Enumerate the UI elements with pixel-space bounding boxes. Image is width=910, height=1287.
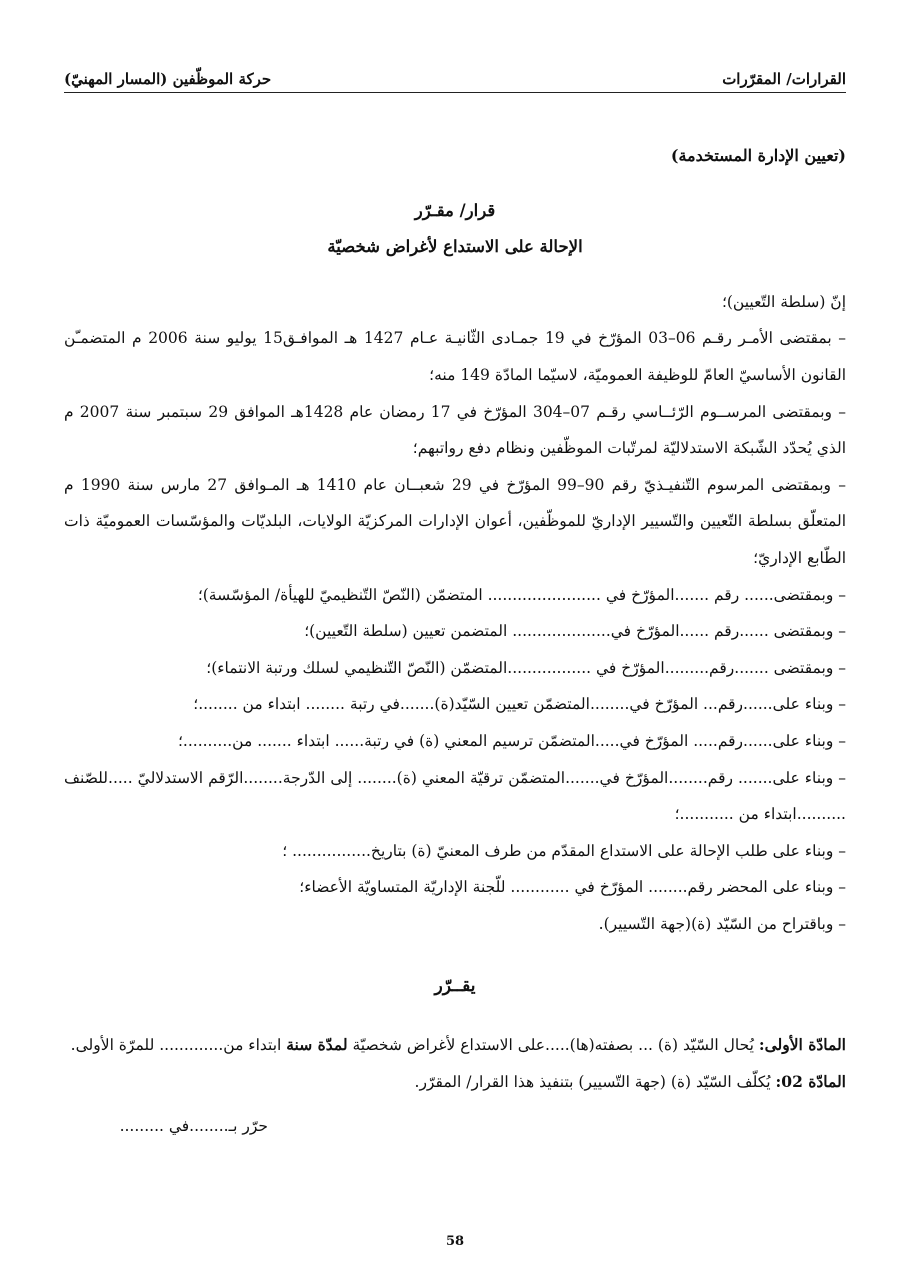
decision-body (64, 138, 846, 1145)
preamble-clause: – وبمقتضى...... رقم .......المؤرّخ في ....................... المتضمّن (النّصّ التّنظيميّ للهيأة/ المؤسّسة)؛ (197, 585, 846, 604)
preamble-clause: – وبمقتضى المرســوم الرّئــاسي رقـم 07–304 المؤرّخ في 17 رمضان عام 1428هـ الموافق 29 سبتمبر سنة 2007 م الذي يُحدّد الشّبكة الاستدلاليّة لمرتّبات الموظّفين ونظام دفع رواتبهم؛ (64, 402, 846, 458)
header-section-title: القرارات/ المقرّرات (722, 70, 846, 88)
article-2 (64, 1064, 846, 1101)
preamble-clause: – وباقتراح من السّيّد (ة)(جهة التّسيير). (598, 914, 846, 933)
preamble-clause: – وبناء على......رقم..... المؤرّخ في.....المتضمّن ترسيم المعني (ة) في رتبة...... ابتداء ....... من..........؛ (177, 731, 846, 750)
preamble-clause: – بمقتضى الأمـر رقـم 06–03 المؤرّخ في 19 جمـادى الثّانيـة عـام 1427 هـ الموافـق15 يوليو سنة 2006 م المتضمـّن القانون الأساسيّ العامّ للوظيفة العموميّة، لاسيّما المادّة 149 منه؛ (64, 329, 847, 384)
preamble-clause: – وبناء على....... رقم........المؤرّخ في.......المتضمّن ترقيّة المعني (ة)........ إلى الدّرجة........الرّقم الاستدلاليّ .....للصّنف ..........ابتداء من ...........؛ (64, 768, 846, 824)
signed-at-line: حرّر بـ........في ......... (119, 1117, 268, 1136)
running-header (64, 58, 846, 93)
preamble-clause: – وبناء على المحضر رقم........ المؤرّخ في ............ للّجنة الإداريّة المتساويّة الأعضاء؛ (299, 878, 846, 897)
preamble-clause: – وبمقتضى .......رقم.........المؤرّخ في .................المتضمّن (النّصّ التّنظيمي لسلك ورتبة الانتماء)؛ (206, 658, 846, 677)
article-1 (64, 1027, 846, 1064)
article-1-duration: لمدّة سنة (286, 1035, 348, 1055)
preamble-clause: – وبناء على......رقم... المؤرّخ في........المتضمّن تعيين السّيّد(ة).......في رتبة ........ ابتداء من ........؛ (193, 695, 846, 714)
decides-heading: يقــرّر (434, 976, 476, 997)
article-1-label: المادّة الأولى: (758, 1035, 846, 1055)
preamble-clause: – وبناء على طلب الإحالة على الاستداع المقدّم من طرف المعنيّ (ة) بتاريخ................ ؛ (282, 841, 846, 860)
article-2-label: المادّة 02: (775, 1071, 846, 1091)
article-2-text: يُكلّف السّيّد (ة) (جهة التّسيير) بتنفيذ هذا القرار/ المقرّر. (414, 1072, 776, 1091)
header-chapter-title: حركة الموظّفين (المسار المهنيّ) (64, 70, 272, 88)
article-1-text: يُحال السّيّد (ة) ... بصفته(ها).....على الاستداع لأغراض شخصيّة (347, 1036, 759, 1055)
preamble-authority: إنّ (سلطة التّعيين)؛ (721, 292, 846, 311)
issuer-label: (تعيين الإدارة المستخدمة) (670, 146, 846, 165)
decision-title: قرار/ مقـرّر (414, 200, 496, 220)
article-1-text-end: ابتداء من............. للمرّة الأولى. (70, 1036, 287, 1055)
preamble-clause: – وبمقتضى ......رقم ......المؤرّخ في.................... المتضمن تعيين (سلطة التّعيين)؛ (304, 622, 846, 641)
page-number: 58 (445, 1234, 465, 1249)
decision-subject: الإحالة على الاستداع لأغراض شخصيّة (327, 237, 583, 257)
preamble-clause: – وبمقتضى المرسوم التّنفيـذيّ رقم 90–99 المؤرّخ في 29 شعبــان عام 1410 هـ المـوافق 27 مارس سنة 1990 م المتعلّق بسلطة التّعيين والتّسيير الإداريّ للموظّفين، أعوان الإدارات المركزيّة الولايات، البلديّات والمؤسّسات العموميّة ذات الطّابع الإداريّ؛ (64, 475, 846, 567)
